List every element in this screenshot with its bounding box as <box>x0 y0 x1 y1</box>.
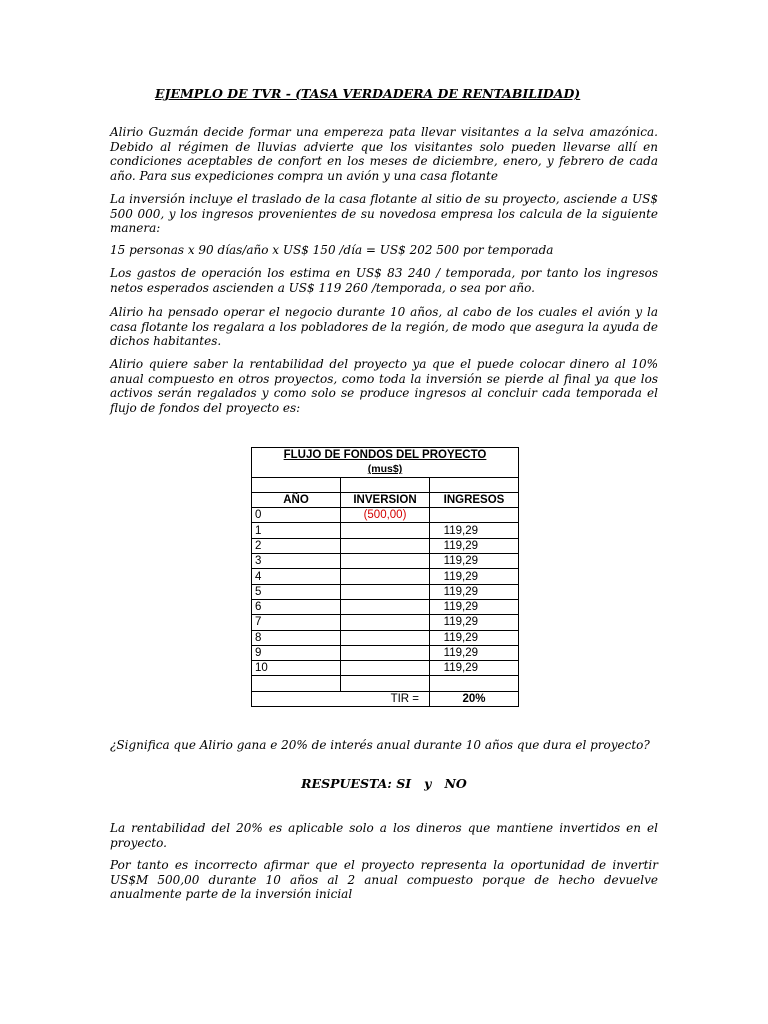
paragraph-intro: Alirio Guzmán decide formar una empereza pata llevar visitantes a la selva amazónica. Debido al régimen de lluvias advierte que los visitantes solo pueden llevarse allí en condiciones aceptables de confort en los meses de diciembre, enero, y febrero de cada año. Para sus expediciones compra un avión y una casa flotante <box>110 125 658 183</box>
tir-row <box>252 691 519 706</box>
cell-income: 119,29 <box>430 661 519 676</box>
cell-year: 1 <box>252 523 341 538</box>
paragraph-question: ¿Significa que Alirio gana e 20% de interés anual durante 10 años que dura el proyecto? <box>110 738 650 752</box>
cell-income: 119,29 <box>430 554 519 569</box>
cell-income: 119,29 <box>430 615 519 630</box>
table-row <box>252 523 519 538</box>
cell-income: 119,29 <box>430 584 519 599</box>
header-year: AÑO <box>252 492 341 507</box>
cell-year: 8 <box>252 630 341 645</box>
answer-heading: RESPUESTA: SI y NO <box>301 776 467 791</box>
cell-year: 0 <box>252 508 341 523</box>
table-row <box>252 584 519 599</box>
table-spacer-row <box>252 676 519 691</box>
page-title: EJEMPLO DE TVR - (TASA VERDADERA DE RENTABILIDAD) <box>155 86 581 101</box>
table-row <box>252 661 519 676</box>
cell-year: 7 <box>252 615 341 630</box>
cell-year: 4 <box>252 569 341 584</box>
table-row <box>252 615 519 630</box>
cell-investment <box>341 630 430 645</box>
paragraph-operating-costs: Los gastos de operación los estima en US$ 83 240 / temporada, por tanto los ingresos netos esperados ascienden a US$ 119 260 /temporada, o sea por año. <box>110 266 658 295</box>
cell-investment <box>341 645 430 660</box>
paragraph-income-formula: 15 personas x 90 días/año x US$ 150 /día = US$ 202 500 por temporada <box>110 243 554 257</box>
paragraph-final: Por tanto es incorrecto afirmar que el proyecto representa la oportunidad de invertir US$M 500,00 durante 10 años al 2 anual compuesto porque de hecho devuelve anualmente parte de la inversión inicial <box>110 858 658 901</box>
cash-flow-table <box>251 447 519 707</box>
table-subtitle: (mus$) <box>252 462 519 477</box>
table-subtitle-row <box>252 462 519 477</box>
cell-investment <box>341 615 430 630</box>
table-title-row <box>252 448 519 463</box>
cell-investment <box>341 584 430 599</box>
paragraph-investment: La inversión incluye el traslado de la casa flotante al sitio de su proyecto, asciende a US$ 500 000, y los ingresos provenientes de su novedosa empresa los calcula de la siguiente manera: <box>110 192 658 235</box>
cell-year: 6 <box>252 599 341 614</box>
cell-investment <box>341 523 430 538</box>
tir-value: 20% <box>430 691 519 706</box>
cell-income: 119,29 <box>430 569 519 584</box>
table-row <box>252 554 519 569</box>
cell-investment <box>341 569 430 584</box>
table-row <box>252 630 519 645</box>
table-row <box>252 599 519 614</box>
cell-year: 5 <box>252 584 341 599</box>
cell-year: 10 <box>252 661 341 676</box>
cell-income: 119,29 <box>430 630 519 645</box>
cell-investment <box>341 599 430 614</box>
cell-investment <box>341 554 430 569</box>
cell-investment <box>341 661 430 676</box>
cell-year: 9 <box>252 645 341 660</box>
cell-income: 119,29 <box>430 538 519 553</box>
paragraph-profitability: Alirio quiere saber la rentabilidad del proyecto ya que el puede colocar dinero al 10% anual compuesto en otros proyectos, como toda la inversión se pierde al final ya que los activos serán regalados y como solo se produce ingresos al concluir cada temporada el flujo de fondos del proyecto es: <box>110 357 658 415</box>
table-row <box>252 645 519 660</box>
cell-income: 119,29 <box>430 599 519 614</box>
table-title: FLUJO DE FONDOS DEL PROYECTO <box>252 448 519 463</box>
cell-income <box>430 508 519 523</box>
tir-label: TIR = <box>252 691 430 706</box>
cell-income: 119,29 <box>430 645 519 660</box>
header-income: INGRESOS <box>430 492 519 507</box>
cell-year: 3 <box>252 554 341 569</box>
table-row <box>252 569 519 584</box>
cell-investment <box>341 538 430 553</box>
cell-income: 119,29 <box>430 523 519 538</box>
table-row <box>252 538 519 553</box>
table-header-row <box>252 492 519 507</box>
table-spacer-row <box>252 477 519 492</box>
table-row <box>252 508 519 523</box>
cell-investment: (500,00) <box>341 508 430 523</box>
paragraph-conclusion: La rentabilidad del 20% es aplicable solo a los dineros que mantiene invertidos en el proyecto. <box>110 821 658 850</box>
header-investment: INVERSION <box>341 492 430 507</box>
paragraph-duration: Alirio ha pensado operar el negocio durante 10 años, al cabo de los cuales el avión y la casa flotante los regalara a los pobladores de la región, de modo que asegura la ayuda de dichos habitantes. <box>110 305 658 348</box>
cell-year: 2 <box>252 538 341 553</box>
